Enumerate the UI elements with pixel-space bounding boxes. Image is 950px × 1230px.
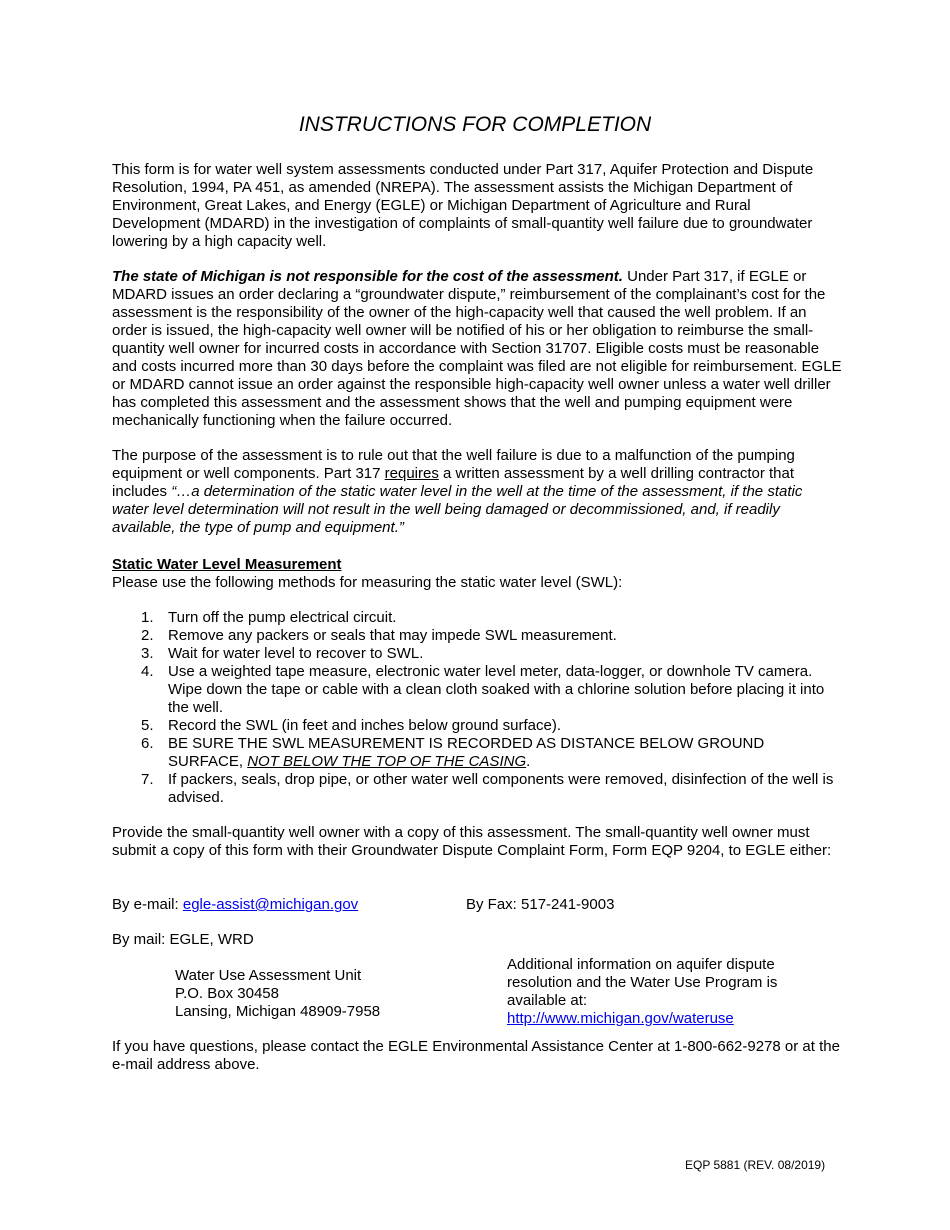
page-title: INSTRUCTIONS FOR COMPLETION	[298, 113, 652, 136]
submission-paragraph: Provide the small-quantity well owner with a copy of this assessment. The small-quantity well owner must submit a copy of this form with their Groundwater Dispute Complaint Form, Form EQP 9204, to EGLE either:	[112, 824, 832, 859]
step-text: If packers, seals, drop pipe, or other water well components were removed, disinfection of the well is advised.	[168, 771, 834, 806]
email-label: By e-mail:	[112, 896, 183, 913]
step-text: BE SURE THE SWL MEASUREMENT IS RECORDED AS DISTANCE BELOW GROUND SURFACE,	[168, 735, 765, 770]
email-contact	[112, 896, 358, 914]
list-item	[112, 717, 842, 735]
fax-contact: By Fax: 517-241-9003	[466, 896, 615, 913]
step-number: 7.	[141, 771, 154, 788]
list-item	[112, 663, 842, 717]
email-link[interactable]: egle-assist@michigan.gov	[182, 896, 359, 913]
mailing-address	[175, 967, 380, 1021]
cost-emphasis: The state of Michigan is not responsible for the cost of the assessment.	[112, 268, 623, 285]
step-text: Remove any packers or seals that may impede SWL measurement.	[168, 627, 617, 644]
cost-text: Under Part 317, if EGLE or MDARD issues an order declaring a “groundwater dispute,” reimbursement of the complainant’s cost for the assessment is the responsibility of the owner of the high-capacity well that caused the well problem. If an order is issued, the high-capacity well owner will be notified of his or her obligation to reimburse the small-quantity well owner for incurred costs in accordance with Section 31707. Eligible costs must be reasonable and costs incurred more than 30 days before the complaint was filed are not eligible for reimbursement. EGLE or MDARD cannot issue an order against the responsible high-capacity well owner unless a water well driller has completed this assessment and the assessment shows that the well and pumping equipment were mechanically functioning when the failure occurred.	[112, 268, 842, 429]
questions-paragraph: If you have questions, please contact the EGLE Environmental Assistance Center at 1-800-662-9278 or at the e-mail address above.	[112, 1038, 840, 1073]
swl-intro: Please use the following methods for measuring the static water level (SWL):	[112, 574, 623, 591]
address-line: P.O. Box 30458	[175, 985, 279, 1002]
purpose-text-2: a written assessment by a well drilling contractor that includes	[112, 465, 795, 500]
step-number: 4.	[141, 663, 154, 680]
step-number: 5.	[141, 717, 154, 734]
step-emphasis: NOT BELOW THE TOP OF THE CASING	[247, 753, 527, 770]
list-item	[112, 771, 842, 807]
step-text: Use a weighted tape measure, electronic water level meter, data-logger, or downhole TV camera. Wipe down the tape or cable with a clean cloth soaked with a chlorine solution before placing it into the well.	[168, 663, 825, 716]
form-number-footer: EQP 5881 (REV. 08/2019)	[685, 1158, 826, 1172]
cost-paragraph	[112, 268, 842, 430]
step-text: Turn off the pump electrical circuit.	[168, 609, 397, 626]
additional-info	[507, 956, 807, 1028]
list-item	[112, 627, 842, 645]
mail-contact: By mail: EGLE, WRD	[112, 931, 254, 948]
step-text: Record the SWL (in feet and inches below ground surface).	[168, 717, 561, 734]
purpose-text-1: The purpose of the assessment is to rule out that the well failure is due to a malfunction of the pumping equipment or well components. Part 317	[112, 447, 795, 482]
address-line: Lansing, Michigan 48909-7958	[175, 1003, 381, 1020]
wateruse-link[interactable]: http://www.michigan.gov/wateruse	[507, 1010, 734, 1027]
purpose-quote: “…a determination of the static water level in the well at the time of the assessment, if the static water level determination will not result in the well being damaged or decommissioned, and, if readily available, the type of pump and equipment.”	[112, 483, 803, 536]
step-number: 2.	[141, 627, 154, 644]
purpose-requires: requires	[384, 465, 439, 482]
list-item	[112, 645, 842, 663]
step-number: 3.	[141, 645, 154, 662]
purpose-paragraph	[112, 447, 842, 537]
step-text: Wait for water level to recover to SWL.	[168, 645, 424, 662]
step-tail: .	[526, 753, 531, 770]
intro-paragraph: This form is for water well system assessments conducted under Part 317, Aquifer Protection and Dispute Resolution, 1994, PA 451, as amended (NREPA). The assessment assists the Michigan Department of Environment, Great Lakes, and Energy (EGLE) or Michigan Department of Agriculture and Rural Development (MDARD) in the investigation of complaints of small-quantity well failure due to groundwater lowering by a high capacity well.	[112, 161, 814, 250]
list-item	[112, 735, 842, 771]
step-number: 6.	[141, 735, 154, 752]
additional-info-text: Additional information on aquifer dispute resolution and the Water Use Program is available at:	[507, 956, 778, 1009]
step-number: 1.	[141, 609, 154, 626]
list-item	[112, 609, 842, 627]
swl-steps-list	[112, 609, 842, 807]
swl-heading: Static Water Level Measurement	[112, 556, 342, 573]
address-line: Water Use Assessment Unit	[175, 967, 362, 984]
